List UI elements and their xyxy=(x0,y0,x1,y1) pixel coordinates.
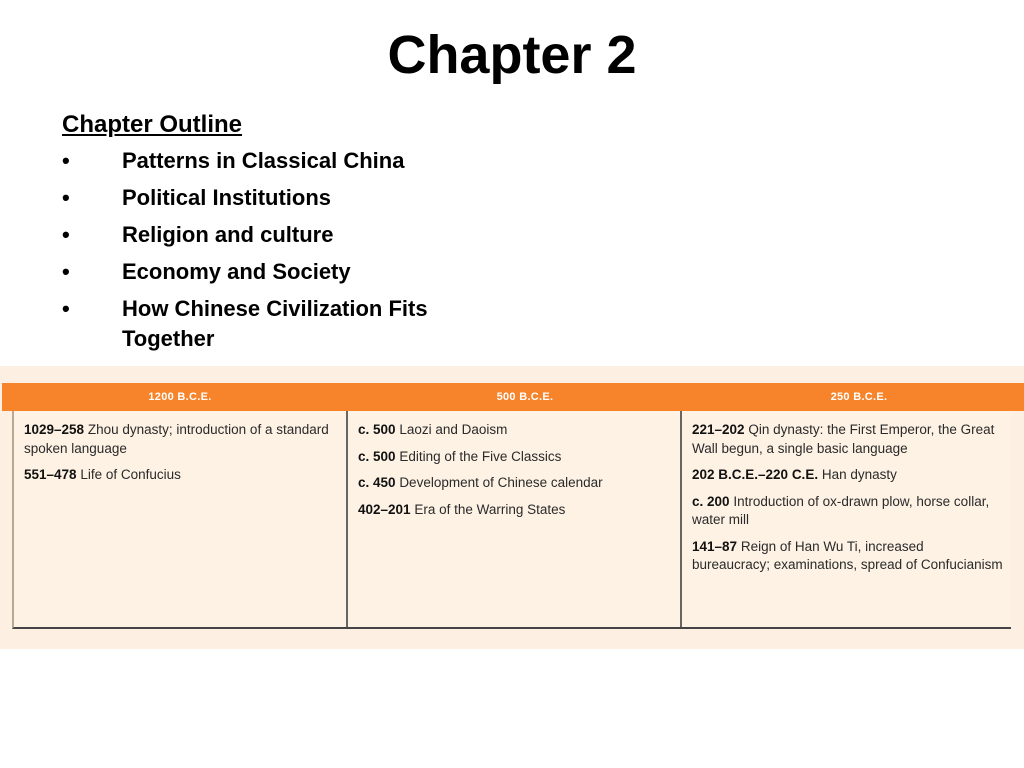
bullet-icon: • xyxy=(62,222,70,247)
outline-item: • Patterns in Classical China xyxy=(62,146,542,176)
timeline-entry: 202 B.C.E.–220 C.E. Han dynasty xyxy=(692,467,897,482)
timeline-entry: 141–87 Reign of Han Wu Ti, increased bureaucracy; examinations, spread of Confucianism xyxy=(692,538,1003,572)
timeline-column xyxy=(346,411,680,627)
timeline-entry: c. 200 Introduction of ox-drawn plow, horse collar, water mill xyxy=(692,493,990,527)
outline-list xyxy=(62,146,542,354)
timeline-header xyxy=(2,383,1024,411)
timeline-header-cell: 1200 B.C.E. xyxy=(148,391,212,403)
timeline-entry: c. 450 Development of Chinese calendar xyxy=(358,475,603,490)
timeline-entry: c. 500 Editing of the Five Classics xyxy=(358,448,562,464)
outline-item: • Religion and culture xyxy=(62,220,542,250)
outline-item: • Economy and Society xyxy=(62,257,542,287)
timeline-body xyxy=(14,411,1011,627)
bullet-icon: • xyxy=(62,185,70,210)
timeline-entry: 221–202 Qin dynasty: the First Emperor, the Great Wall begun, a single basic language xyxy=(692,422,995,456)
timeline-entry: c. 500 Laozi and Daoism xyxy=(358,422,508,437)
outline-heading: Chapter Outline xyxy=(62,111,243,138)
timeline-entry: 1029–258 Zhou dynasty; introduction of a standard spoken language xyxy=(24,422,329,456)
timeline-column xyxy=(680,411,1011,627)
timeline-table xyxy=(12,383,1011,629)
slide-title: Chapter 2 xyxy=(387,25,637,85)
bullet-icon: • xyxy=(62,148,70,173)
timeline-column xyxy=(14,411,346,627)
outline-item: • How Chinese Civilization Fits Together xyxy=(62,296,428,351)
bullet-icon: • xyxy=(62,296,70,321)
timeline-entry: 402–201 Era of the Warring States xyxy=(358,501,566,517)
bullet-icon: • xyxy=(62,259,70,284)
chapter-outline xyxy=(62,110,542,361)
timeline-header-cell: 250 B.C.E. xyxy=(830,391,888,403)
timeline-header-cell: 500 B.C.E. xyxy=(496,391,554,403)
outline-item: • Political Institutions xyxy=(62,183,542,213)
timeline-entry: 551–478 Life of Confucius xyxy=(24,467,181,482)
